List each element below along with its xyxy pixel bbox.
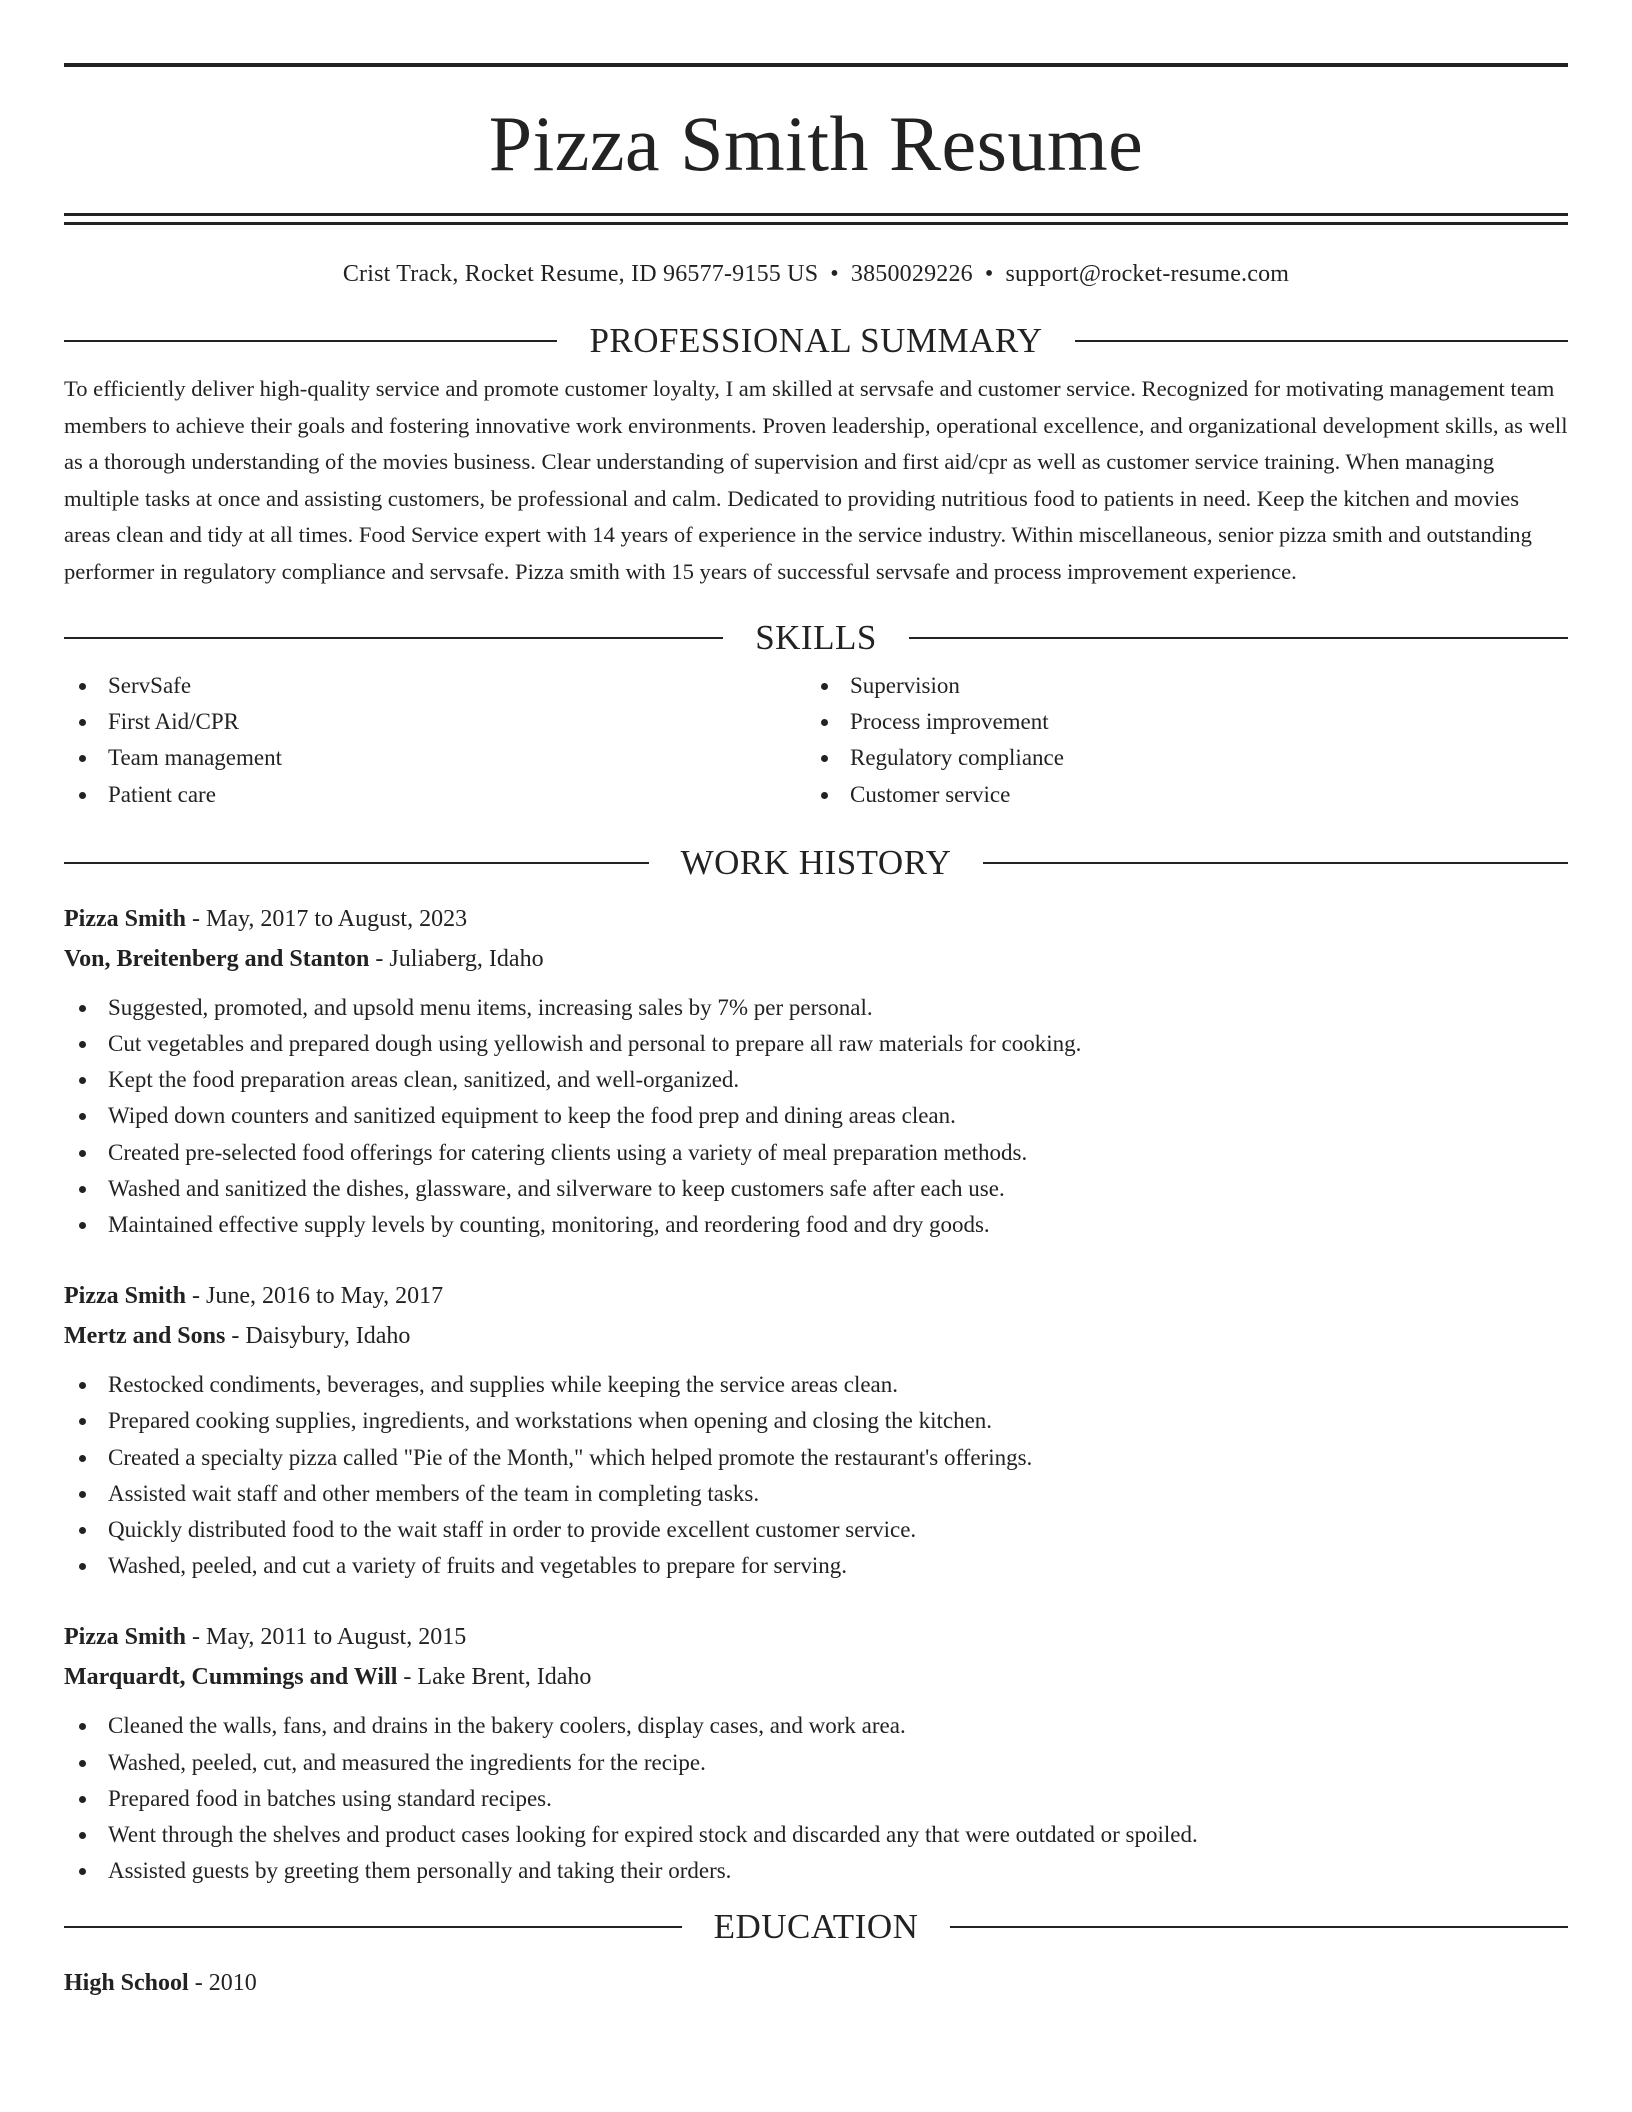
duty-item: Quickly distributed food to the wait staff in order to provide excellent customer service. xyxy=(64,1512,1568,1548)
heading-rule xyxy=(983,862,1568,864)
duty-item: Prepared cooking supplies, ingredients, and workstations when opening and closing the kitchen. xyxy=(64,1403,1568,1439)
education-school: High School xyxy=(64,1970,189,1997)
skills-column-left xyxy=(64,668,806,813)
contact-phone: 3850029226 xyxy=(850,261,973,287)
duty-item: Restocked condiments, beverages, and supplies while keeping the service areas clean. xyxy=(64,1367,1568,1403)
job-company-line xyxy=(64,1316,1568,1356)
skill-item: Patient care xyxy=(64,777,806,813)
skill-item: Regulatory compliance xyxy=(806,740,1548,776)
title-double-rule xyxy=(64,213,1568,225)
job-duties xyxy=(64,1367,1568,1584)
job-title-line xyxy=(64,1617,1568,1657)
duty-item: Suggested, promoted, and upsold menu items, increasing sales by 7% per personal. xyxy=(64,990,1568,1026)
duty-item: Assisted wait staff and other members of the team in completing tasks. xyxy=(64,1476,1568,1512)
heading-rule xyxy=(909,637,1568,639)
job-duties xyxy=(64,1708,1568,1889)
top-rule xyxy=(64,63,1568,67)
section-title: SKILLS xyxy=(755,618,877,657)
heading-rule xyxy=(64,637,723,639)
job-location: - Juliaberg, Idaho xyxy=(375,945,544,972)
duty-item: Kept the food preparation areas clean, sanitized, and well-organized. xyxy=(64,1062,1568,1098)
job-dates: - June, 2016 to May, 2017 xyxy=(191,1283,444,1310)
job-title-line xyxy=(64,1276,1568,1316)
heading-rule xyxy=(64,340,557,342)
education-year: - 2010 xyxy=(194,1970,257,1997)
duty-item: Washed, peeled, cut, and measured the ingredients for the recipe. xyxy=(64,1745,1568,1781)
heading-rule xyxy=(1075,340,1568,342)
job-duties xyxy=(64,990,1568,1243)
duty-item: Maintained effective supply levels by counting, monitoring, and reordering food and dry goods. xyxy=(64,1207,1568,1243)
duty-item: Washed and sanitized the dishes, glassware, and silverware to keep customers safe after each use. xyxy=(64,1171,1568,1207)
education-entry xyxy=(64,1963,1568,2003)
section-heading-work-history xyxy=(64,843,1568,883)
section-title: PROFESSIONAL SUMMARY xyxy=(589,321,1043,360)
job-company-line xyxy=(64,939,1568,979)
section-title: EDUCATION xyxy=(713,1907,919,1947)
contact-line xyxy=(64,259,1568,289)
duty-item: Cleaned the walls, fans, and drains in the bakery coolers, display cases, and work area. xyxy=(64,1708,1568,1744)
job-title: Pizza Smith xyxy=(64,905,186,932)
section-heading-education xyxy=(64,1907,1568,1947)
job-location: - Daisybury, Idaho xyxy=(231,1323,411,1350)
job-dates: - May, 2017 to August, 2023 xyxy=(191,905,468,932)
job-title: Pizza Smith xyxy=(64,1283,186,1310)
duty-item: Created a specialty pizza called "Pie of the Month," which helped promote the restaurant's offerings. xyxy=(64,1440,1568,1476)
job-entry xyxy=(64,899,1568,1243)
duty-item: Assisted guests by greeting them personally and taking their orders. xyxy=(64,1853,1568,1889)
section-heading-summary xyxy=(64,321,1568,361)
resume-page xyxy=(64,63,1568,2003)
duty-item: Prepared food in batches using standard recipes. xyxy=(64,1781,1568,1817)
heading-rule xyxy=(64,1926,682,1928)
job-title-line xyxy=(64,899,1568,939)
skill-item: Process improvement xyxy=(806,704,1548,740)
summary-text: To efficiently deliver high-quality service and promote customer loyalty, I am skilled at servsafe and customer service. Recognized for motivating management team members to achieve their goals and fostering innovative work environments. Proven leadership, operational excellence, and organizational development skills, as well as a thorough understanding of the movies business. Clear understanding of supervision and first aid/cpr as well as customer service training. When managing multiple tasks at once and assisting customers, be professional and calm. Dedicated to providing nutritious food to patients in need. Keep the kitchen and movies areas clean and tidy at all times. Food Service expert with 14 years of experience in the service industry. Within miscellaneous, senior pizza smith and outstanding performer in regulatory compliance and servsafe. Pizza smith with 15 years of successful servsafe and process improvement experience. xyxy=(64,376,1568,584)
duty-item: Washed, peeled, and cut a variety of fruits and vegetables to prepare for serving. xyxy=(64,1548,1568,1584)
job-company: Mertz and Sons xyxy=(64,1323,226,1350)
job-company-line xyxy=(64,1657,1568,1697)
job-location: - Lake Brent, Idaho xyxy=(403,1664,592,1691)
job-title: Pizza Smith xyxy=(64,1624,186,1651)
job-company: Von, Breitenberg and Stanton xyxy=(64,945,370,972)
skill-item: Team management xyxy=(64,740,806,776)
contact-email: support@rocket-resume.com xyxy=(1005,261,1290,287)
skill-item: ServSafe xyxy=(64,668,806,704)
job-company: Marquardt, Cummings and Will xyxy=(64,1664,398,1691)
contact-address: Crist Track, Rocket Resume, ID 96577-9155 US xyxy=(342,261,819,287)
job-entry xyxy=(64,1276,1568,1584)
section-title: WORK HISTORY xyxy=(680,842,952,882)
duty-item: Created pre-selected food offerings for catering clients using a variety of meal preparation methods. xyxy=(64,1135,1568,1171)
resume-title: Pizza Smith Resume xyxy=(488,100,1144,187)
contact-separator: • xyxy=(830,261,839,287)
job-dates: - May, 2011 to August, 2015 xyxy=(191,1624,467,1651)
duty-item: Went through the shelves and product cases looking for expired stock and discarded any that were outdated or spoiled. xyxy=(64,1817,1568,1853)
skills-column-right xyxy=(806,668,1548,813)
duty-item: Wiped down counters and sanitized equipment to keep the food prep and dining areas clean. xyxy=(64,1098,1568,1134)
skills-list xyxy=(64,668,1568,813)
section-heading-skills xyxy=(64,618,1568,658)
contact-separator: • xyxy=(984,261,994,287)
skill-item: Supervision xyxy=(806,668,1548,704)
skill-item: First Aid/CPR xyxy=(64,704,806,740)
heading-rule xyxy=(64,862,649,864)
skill-item: Customer service xyxy=(806,777,1548,813)
job-entry xyxy=(64,1617,1568,1889)
duty-item: Cut vegetables and prepared dough using yellowish and personal to prepare all raw materials for cooking. xyxy=(64,1026,1568,1062)
heading-rule xyxy=(950,1926,1568,1928)
